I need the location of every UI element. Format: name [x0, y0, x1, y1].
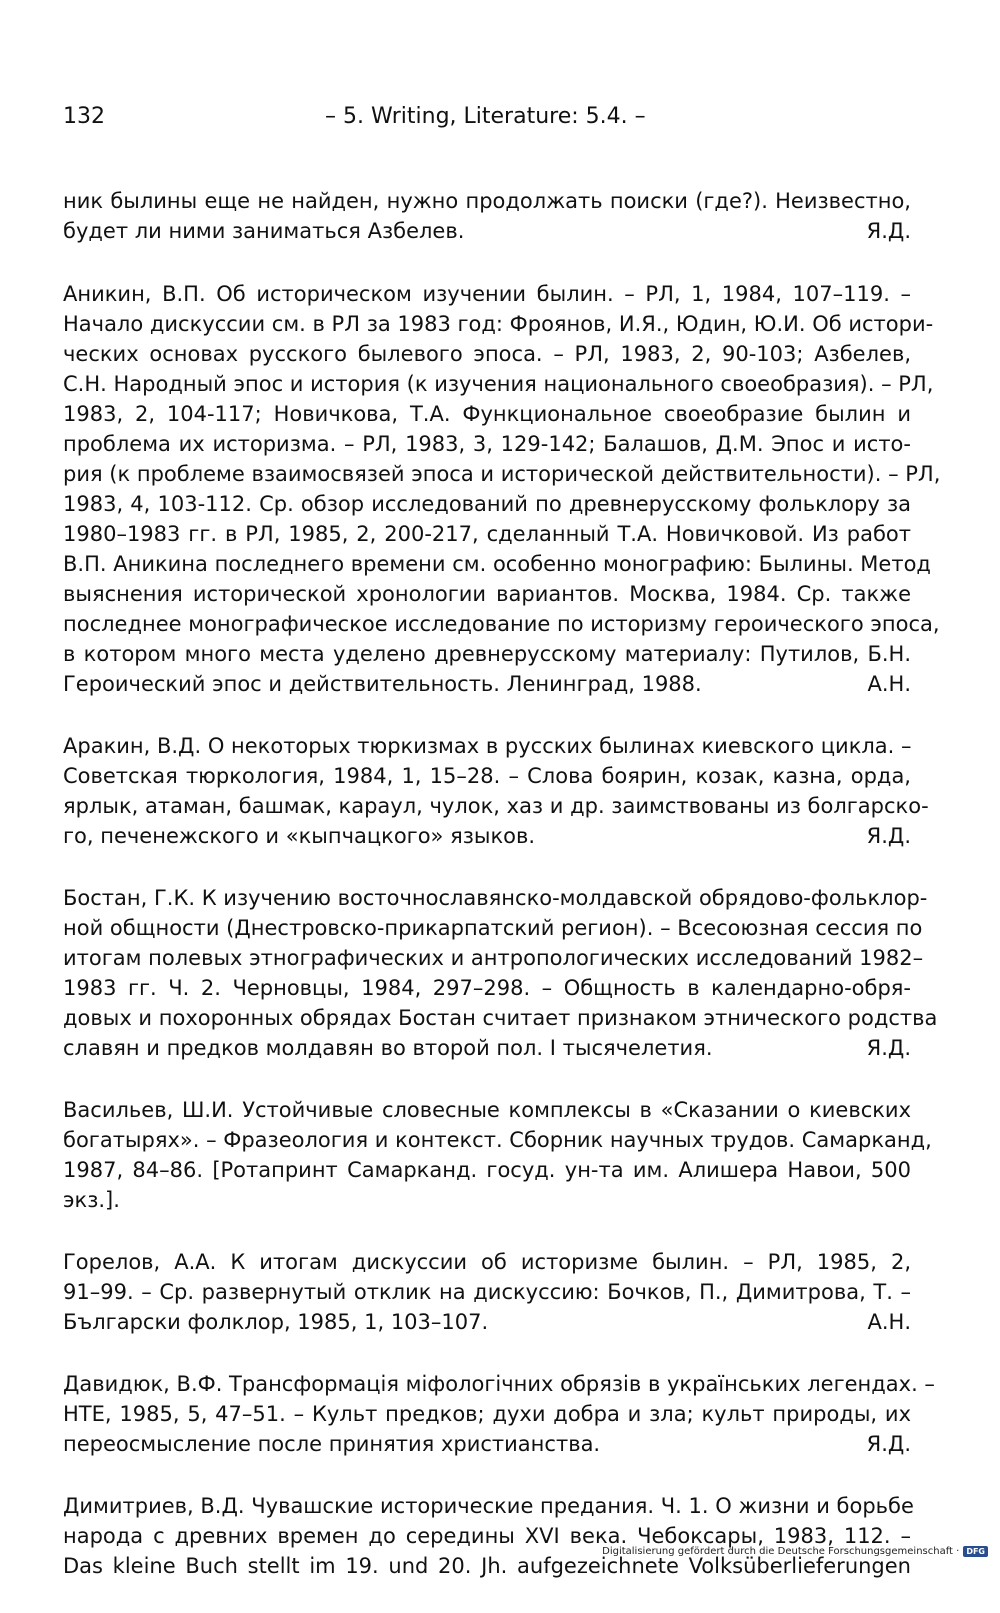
entry-line: НТЕ, 1985, 5, 47–51. – Культ предков; духи добра и зла; культ природы, их — [63, 1402, 911, 1426]
entry-line: народа с древних времен до середины XVI века. Чебоксары, 1983, 112. – — [63, 1524, 911, 1548]
page-header — [63, 104, 913, 138]
digitization-footer — [602, 1546, 988, 1557]
entry-line: экз.]. — [63, 1188, 120, 1212]
entry-line: Димитриев, В.Д. Чувашские исторические предания. Ч. 1. О жизни и борьбе — [63, 1494, 914, 1518]
reviewer-initials: Я.Д. — [866, 219, 911, 243]
entry-line: Аникин, В.П. Об историческом изучении былин. – РЛ, 1, 1984, 107–119. – — [63, 282, 911, 306]
entry-line: Аракин, В.Д. О некоторых тюркизмах в русских былинах киевского цикла. – — [63, 734, 912, 758]
entry-line: 1983, 4, 103-112. Ср. обзор исследований по древнерусскому фольклору за — [63, 492, 911, 516]
entry-line: го, печенежского и «кыпчацкого» языков. Я.Д. — [63, 821, 911, 851]
entry-line: 1987, 84–86. [Ротапринт Самарканд. госуд. ун-та им. Алишера Навои, 500 — [63, 1158, 911, 1182]
entry-line: Советская тюркология, 1984, 1, 15–28. – Слова боярин, козак, казна, орда, — [63, 764, 911, 788]
entry-line: 91–99. – Ср. развернутый отклик на дискуссию: Бочков, П., Димитрова, Т. – — [63, 1280, 911, 1304]
entry-line: В.П. Аникина последнего времени см. особенно монографию: Былины. Метод — [63, 552, 931, 576]
entry-line: переосмысление после принятия христианства. Я.Д. — [63, 1429, 911, 1459]
entry-line: Das kleine Buch stellt im 19. und 20. Jh. aufgezeichnete Volksüberlieferungen — [63, 1554, 911, 1578]
entry-line: ной общности (Днестровско-прикарпатский регион). – Всесоюзная сессия по — [63, 916, 923, 940]
entry-line: 1983, 2, 104-117; Новичкова, Т.А. Функциональное своеобразие былин и — [63, 402, 911, 426]
entry-line: Бостан, Г.К. К изучению восточнославянско-молдавской обрядово-фольклор- — [63, 886, 928, 910]
entry-line: ческих основах русского былевого эпоса. – РЛ, 1983, 2, 90-103; Азбелев, — [63, 342, 911, 366]
entry-line: славян и предков молдавян во второй пол. I тысячелетия. Я.Д. — [63, 1033, 911, 1063]
entry-line: Български фолклор, 1985, 1, 103–107. А.Н. — [63, 1307, 911, 1337]
entry-line: Начало дискуссии см. в РЛ за 1983 год: Фроянов, И.Я., Юдин, Ю.И. Об истори- — [63, 312, 934, 336]
entry-line: Давидюк, В.Ф. Трансформація міфологічних обрязів в українських легендах. – — [63, 1372, 935, 1396]
entry-line: 1983 гг. Ч. 2. Черновцы, 1984, 297–298. – Общность в календарно-обря- — [63, 976, 911, 1000]
entry-line: выяснения исторической хронологии вариантов. Москва, 1984. Ср. также — [63, 582, 911, 606]
entry-line: проблема их историзма. – РЛ, 1983, 3, 129-142; Балашов, Д.М. Эпос и исто- — [63, 432, 911, 456]
entry-line: последнее монографическое исследование по историзму героического эпоса, — [63, 612, 940, 636]
bibliography-entry — [63, 731, 929, 851]
reviewer-initials: Я.Д. — [866, 1036, 911, 1060]
entry-line: ник былины еще не найден, нужно продолжать поиски (где?). Неизвестно, — [63, 189, 911, 213]
entry-line: рия (к проблеме взаимосвязей эпоса и исторической действительности). – РЛ, — [63, 462, 941, 486]
bibliography-entry — [63, 186, 911, 246]
bibliography-entry — [63, 1247, 911, 1337]
bibliography-entry — [63, 1369, 935, 1459]
entry-line: С.Н. Народный эпос и история (к изучения национального своеобразия). – РЛ, — [63, 372, 934, 396]
entry-line: довых и похоронных обрядах Бостан считает признаком этнического родства — [63, 1006, 938, 1030]
entry-line: Героический эпос и действительность. Ленинград, 1988. А.Н. — [63, 669, 911, 699]
page-body — [63, 186, 941, 1613]
entry-line: итогам полевых этнографических и антропологических исследований 1982– — [63, 946, 924, 970]
reviewer-initials: А.Н. — [867, 672, 911, 696]
reviewer-initials: Я.Д. — [866, 1432, 911, 1456]
bibliography-entry — [63, 883, 938, 1063]
page-number: 132 — [63, 104, 105, 129]
entry-line: Горелов, А.А. К итогам дискуссии об историзме былин. – РЛ, 1985, 2, — [63, 1250, 911, 1274]
reviewer-initials: А.Н. — [867, 1310, 911, 1334]
entry-line: ярлык, атаман, башмак, караул, чулок, хаз и др. заимствованы из болгарско- — [63, 794, 929, 818]
entry-line: Васильев, Ш.И. Устойчивые словесные комплексы в «Сказании о киевских — [63, 1098, 911, 1122]
entry-line: будет ли ними заниматься Азбелев. Я.Д. — [63, 216, 911, 246]
footer-text: Digitalisierung gefördert durch die Deutsche Forschungsgemeinschaft · — [602, 1546, 960, 1557]
entry-line: 1980–1983 гг. в РЛ, 1985, 2, 200-217, сделанный Т.А. Новичковой. Из работ — [63, 522, 911, 546]
reviewer-initials: Я.Д. — [866, 824, 911, 848]
entry-line: богатырях». – Фразеология и контекст. Сборник научных трудов. Самарканд, — [63, 1128, 932, 1152]
bibliography-entry — [63, 1491, 914, 1581]
bibliography-entry — [63, 1095, 932, 1215]
dfg-logo: DFG — [963, 1546, 988, 1557]
running-title: – 5. Writing, Literature: 5.4. – — [325, 104, 646, 129]
entry-line: в котором много места уделено древнерусскому материалу: Путилов, Б.Н. — [63, 642, 911, 666]
bibliography-entry — [63, 279, 941, 699]
